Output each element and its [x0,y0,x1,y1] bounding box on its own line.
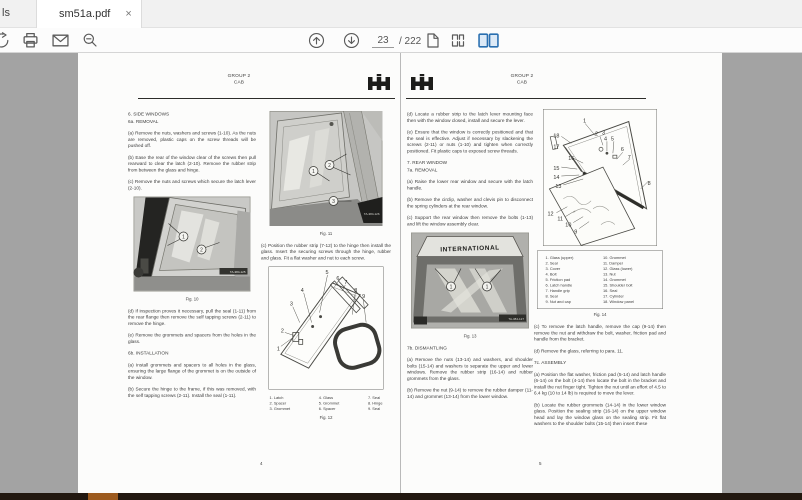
callout-label: 2 [328,163,331,169]
two-page-view-icon[interactable] [478,33,499,48]
ih-logo [368,74,390,90]
section-heading: 6. SIDE WINDOWS [128,111,170,117]
callout-label: 2 [595,131,599,138]
figure-10-photo [134,197,251,292]
paragraph: (e) Remove the grommets and spacers from the holes in the glass. [128,332,256,344]
section-heading: 7b. DISMANTLING [407,344,447,351]
header-rule [406,98,646,99]
section-heading: 6b. INSTALLATION [128,350,169,356]
callout-label: 5 [610,136,614,143]
callout-label: 1 [485,284,489,291]
callout-label: 17 [553,144,560,151]
callout-label: 15 [553,166,560,173]
callout-label: 1 [182,234,185,241]
header-rule [138,98,395,99]
tab-document-label: sm51a.pdf [59,8,111,20]
figure-caption: Fig. 11 [319,230,333,236]
legend-item: 17. Cylinder [603,293,624,299]
figure-14-drawing [543,109,657,246]
callout-label: 14 [553,174,560,181]
callout-label: 4 [603,136,607,143]
legend-item: 13. Nut [603,271,616,277]
figure-13-photo [411,233,529,329]
callout-label: 3 [289,301,293,308]
legend-item: 11. Damper [603,260,624,266]
legend-item: 14. Grommet [603,277,626,282]
toolbar [0,28,802,53]
callout-label: 1 [312,169,315,175]
section-heading: 7a. REMOVAL [407,166,438,173]
figure-13 [407,233,533,339]
figure-10 [128,197,256,302]
column-right [534,109,666,432]
taskbar-accent[interactable] [88,493,118,500]
tab-close-icon[interactable]: × [125,8,132,20]
page-5 [400,53,722,493]
section-heading: 6a. REMOVAL [128,118,159,124]
paragraph: (d) If inspection proves it necessary, pull the seal (1-11) from the rear flange then remove the self tapping screws (2-11) to remove the hinge. [128,307,256,326]
paragraph: (c) Support the rear window then remove the bolts (1-13) and lift the window assembly clear. [407,214,533,227]
legend-item: 8. Hinge [367,400,383,406]
page-number: 5 [539,461,542,466]
legend-item: 3. Grommet [269,406,291,412]
photo-code: TA-384-125 [229,270,246,274]
callout-label: 2 [200,247,203,254]
document-canvas [0,53,802,493]
callout-label: 2 [280,328,284,335]
share-icon[interactable] [0,32,10,49]
paragraph: (b) Secure the hinge to the frame, if this was removed, with the self tapping screws (2-11). Install the seal (1-11). [128,386,256,398]
header-group: GROUP 2 [510,73,534,79]
legend-item: 1. Glass (upper) [545,255,574,260]
paragraph: (b) Locate the rubber grommets (14-14) in the lower window glass. Position the sealing strip (16-14) on the upper window head and lay the window glass on the sealing strip. Fit flat washers to the shoulder bolts (15-14) then insert these [534,401,666,427]
callout-label: 1 [276,346,280,353]
paragraph: (d) Locate a rubber strip to the latch lever mounting face then with the window closed, install and secure the lever. [407,111,533,123]
paragraph: (c) Position the rubber strip (7-12) to the hinge then install the glass. Insert the securing screws through the hinge, rubber and glass. Fit a flat washer and nut to each screw. [261,242,391,261]
legend-item: 6. Spacer [318,406,336,412]
figure-caption: Fig. 13 [463,333,477,339]
print-icon[interactable] [22,32,39,49]
legend-item: 4. Glass [318,395,334,400]
callout-label: 6 [620,147,624,154]
figure-14-legend [537,250,663,309]
legend-item: 9. Seal [367,406,381,412]
page-number: 4 [260,461,263,466]
scrolling-view-icon[interactable] [450,32,466,49]
tab-bar [0,0,802,28]
paragraph: (a) Install grommets and spacers to all holes in the glass, ensuring the large flange of the grommet is on the outside of the window. [128,361,256,380]
legend-item: 15. Shoulder bolt [603,282,633,288]
callout-label: 3 [601,130,606,137]
column-left [128,111,256,404]
single-page-view-icon[interactable] [426,32,440,49]
section-heading: 7. REAR WINDOW [407,159,448,165]
figure-12 [261,267,391,421]
paragraph: (c) Remove the nuts and screws which secure the latch lever (2-10). [128,178,256,191]
figure-caption: Fig. 12 [319,414,333,420]
callout-label: 3 [332,199,335,205]
paragraph: (a) Raise the lower rear window and secure with the latch handle. [407,178,533,191]
cab-brand-text: INTERNATIONAL [440,244,500,254]
paragraph: (b) Ease the rear of the window clear of the screws then pull rearward to clear the latch (2-10). Remove the rubber strip from between the glass and hinge. [128,154,256,173]
paragraph: (a) Position the flat washer, friction pad (5-14) and latch handle (6-14) on the bolt (4-14) then locate the bolt in the bracket and install the nut finger tight. Tighten the nut until an effort of 4.5 to 6.4 kg (10 to 14 lb) is required to move the lever. [534,371,666,396]
legend-item: 7. Seal [367,395,381,400]
page-4 [78,53,400,493]
page-header [400,73,683,86]
callout-label: 4 [300,287,304,294]
paragraph: (a) Remove the nuts, washers and screws (1-10). As the nuts are removed, plastic caps on the screw threads will be pushed off. [128,130,256,148]
header-title: CAB [516,79,528,85]
callout-label: 8 [647,180,651,187]
legend-item: 5. Grommet [318,400,340,406]
email-icon[interactable] [52,34,69,47]
legend-item: 4. Bolt [545,271,557,277]
legend-item: 16. Seal [603,288,618,293]
callout-label: 16 [568,156,575,163]
paragraph: (c) To remove the latch handle, remove the cap (9-14) then remove the nut and withdraw the bolt, washer, friction pad and handle from the bracket. [534,323,666,342]
callout-label: 8 [354,287,358,294]
legend-item: 9. Nut and cap [545,299,571,304]
callout-label: 7 [344,279,348,286]
figure-12-drawing [269,267,384,390]
tab-tools-partial[interactable]: ls [2,7,10,19]
legend-item: 12. Glass (lower) [603,266,633,271]
callout-label: 12 [547,211,554,218]
header-title: CAB [233,79,245,85]
callout-label: 9 [574,229,578,236]
photo-code: TA-384-127 [508,317,524,321]
tab-document[interactable] [36,0,142,28]
legend-item: 18. Window panel [603,299,634,304]
figure-14 [534,109,666,318]
previous-page-icon[interactable] [308,32,325,49]
page-number-input[interactable] [372,34,394,48]
legend-item: 7. Handle grip [545,288,570,293]
legend-item: 6. Latch handle [545,282,573,288]
figure-caption: Fig. 10 [185,296,199,302]
figure-caption: Fig. 14 [593,312,607,318]
paragraph: (b) Remove the circlip, washer and clevis pin to disconnect the spring cylinders at the rear window. [407,196,533,209]
callout-label: 18 [553,133,560,140]
bottom-edge-bar [0,493,802,500]
callout-label: 11 [557,216,564,223]
paragraph: (e) Ensure that the window is correctly positioned and that the seal is effective. Adjust if necessary by slackening the screws (2-11) or nuts (1-10) and tighten when correctly positioned. Fit plastic caps to exposed screw threads. [407,129,533,154]
ih-logo [411,74,433,90]
figure-11-photo [270,111,383,226]
column-right [261,111,391,426]
callout-label: 5 [325,270,329,277]
column-left [407,111,533,405]
paragraph: (d) Remove the glass, referring to para. 11. [534,347,624,354]
paragraph: (a) Remove the nuts (13-14) and washers, and shoulder bolts (15-14) and washers to separate the upper and lower windows. Remove the rubber strip (16-14) and rubber grommets from the glass. [407,356,533,381]
section-heading: 7c. ASSEMBLY [534,359,567,366]
figure-11 [261,111,391,236]
legend-item: 2. Seal [545,260,558,266]
callout-label: 10 [565,222,572,229]
callout-label: 7 [627,155,631,162]
legend-item: 10. Grommet [603,255,626,260]
callout-label: 1 [583,118,587,125]
paragraph: (b) Remove the nut (9-14) to remove the rubber damper (11-14) and grommet (13-14) from the lower window. [407,387,533,399]
legend-item: 3. Cover [545,266,561,271]
legend-item: 2. Spacer [269,400,287,406]
header-group: GROUP 2 [227,73,251,79]
figure-12-legend [270,395,383,412]
photo-code: TA-384-126 [363,212,380,216]
next-page-icon[interactable] [343,32,360,49]
legend-item: 8. Seal [545,293,558,299]
callout-label: 1 [449,284,453,291]
callout-label: 9 [362,293,366,300]
legend-item: 1. Latch [269,395,284,400]
callout-label: 13 [555,183,562,190]
page-total-label: / 222 [399,36,422,47]
callout-label: 6 [336,276,340,283]
legend-item: 5. Friction pad [545,277,571,282]
page-header [78,73,400,86]
zoom-out-icon[interactable] [82,32,98,48]
